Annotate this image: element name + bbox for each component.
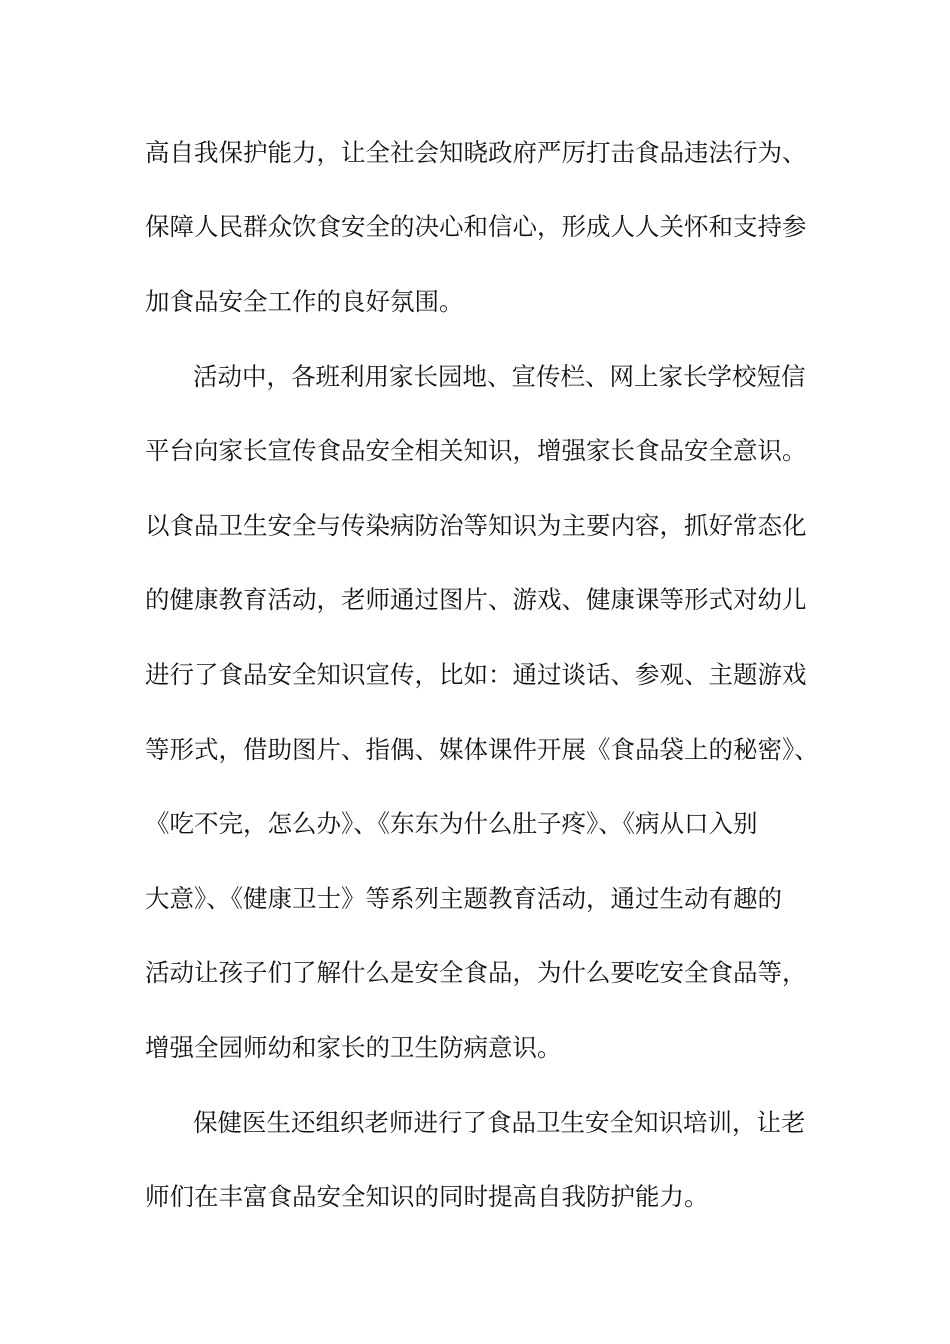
text-line: 增强全园师幼和家长的卫生防病意识。 [145, 1033, 562, 1062]
text-line: 高自我保护能力，让全社会知晓政府严厉打击食品违法行为、 [145, 138, 807, 167]
text-line: 师们在丰富食品安全知识的同时提高自我防护能力。 [145, 1182, 709, 1211]
text-line: 进行了食品安全知识宣传，比如：通过谈话、参观、主题游戏 [145, 660, 807, 689]
paragraph-start-line: 保健医生还组织老师进行了食品卫生安全知识培训，让老 [193, 1108, 806, 1137]
text-line: 等形式，借助图片、指偶、媒体课件开展《食品袋上的秘密》、 [145, 735, 819, 764]
text-line: 加食品安全工作的良好氛围。 [145, 287, 464, 316]
text-line: 平台向家长宣传食品安全相关知识，增强家长食品安全意识。 [145, 436, 807, 465]
text-line: 大意》、《健康卫士》等系列主题教育活动，通过生动有趣的 [145, 884, 782, 913]
text-line: 的健康教育活动，老师通过图片、游戏、健康课等形式对幼儿 [145, 585, 807, 614]
paragraph-start-line: 活动中，各班利用家长园地、宣传栏、网上家长学校短信 [193, 362, 806, 391]
text-line: 保障人民群众饮食安全的决心和信心，形成人人关怀和支持参 [145, 212, 807, 241]
text-line: 活动让孩子们了解什么是安全食品，为什么要吃安全食品等， [145, 958, 807, 987]
text-line: 《吃不完，怎么办》、《东东为什么肚子疼》、《病从口入别 [145, 809, 758, 838]
text-line: 以食品卫生安全与传染病防治等知识为主要内容，抓好常态化 [145, 511, 807, 540]
